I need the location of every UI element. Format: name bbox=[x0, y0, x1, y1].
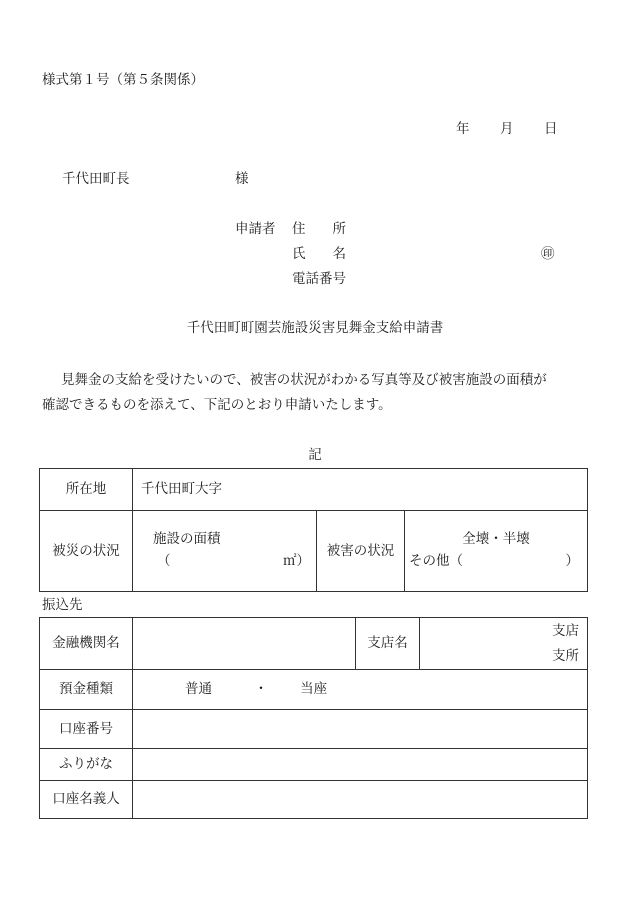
situation-label: 被災の状況 bbox=[40, 511, 133, 592]
branch-suffix-shisho: 支所 bbox=[552, 647, 579, 664]
location-label: 所在地 bbox=[40, 469, 133, 511]
area-field bbox=[133, 553, 316, 571]
area-cell[interactable] bbox=[133, 511, 317, 592]
branch-label: 支店名 bbox=[356, 618, 420, 670]
addressee-name: 千代田町長 bbox=[62, 171, 130, 187]
damage-close-paren: ） bbox=[565, 552, 579, 569]
furigana-label: ふりがな bbox=[40, 749, 133, 781]
applicant-name-label: 氏 名 bbox=[292, 246, 346, 262]
date-month-label: 月 bbox=[500, 121, 514, 137]
applicant-phone-label: 電話番号 bbox=[292, 271, 346, 287]
area-unit: ㎡） bbox=[283, 552, 310, 569]
account-type-value[interactable] bbox=[133, 670, 588, 710]
account-type-touza[interactable]: 当座 bbox=[300, 681, 328, 698]
body-line-2: 確認できるものを添えて、下記のとおり申請いたします。 bbox=[42, 397, 392, 413]
furigana-value[interactable] bbox=[133, 749, 588, 781]
date-day-label: 日 bbox=[544, 121, 558, 137]
account-holder-label: 口座名義人 bbox=[40, 781, 133, 819]
addressee-honorific: 様 bbox=[235, 171, 249, 187]
area-open-paren: （ bbox=[157, 552, 171, 569]
account-type-separator: ・ bbox=[254, 681, 268, 698]
account-holder-value[interactable] bbox=[133, 781, 588, 819]
branch-suffix-shiten: 支店 bbox=[552, 623, 579, 640]
bank-name-label: 金融機関名 bbox=[40, 618, 133, 670]
damage-options: 全壊・半壊 bbox=[462, 531, 530, 548]
date-year-label: 年 bbox=[456, 121, 470, 137]
form-number: 様式第１号（第５条関係） bbox=[42, 72, 204, 88]
transfer-label: 振込先 bbox=[42, 597, 83, 613]
applicant-address-label: 住 所 bbox=[292, 221, 346, 237]
damage-other-label: その他（ bbox=[409, 552, 463, 569]
account-type-futsu[interactable]: 普通 bbox=[185, 681, 212, 698]
ki-heading: 記 bbox=[308, 447, 322, 463]
location-value[interactable]: 千代田町大字 bbox=[133, 469, 588, 511]
account-number-label: 口座番号 bbox=[40, 710, 133, 749]
applicant-label: 申請者 bbox=[235, 221, 276, 237]
body-line-1: 見舞金の支給を受けたいので、被害の状況がわかる写真等及び被害施設の面積が bbox=[61, 372, 547, 388]
bank-table bbox=[39, 617, 588, 819]
bank-name-value[interactable] bbox=[133, 618, 356, 670]
damage-label: 被害の状況 bbox=[317, 511, 405, 592]
account-type-label: 預金種類 bbox=[40, 670, 133, 710]
branch-value[interactable] bbox=[420, 618, 588, 670]
disaster-table bbox=[39, 468, 588, 592]
area-label: 施設の面積 bbox=[153, 531, 221, 548]
account-number-value[interactable] bbox=[133, 710, 588, 749]
damage-cell[interactable] bbox=[405, 511, 588, 592]
seal-mark: ㊞ bbox=[541, 246, 555, 262]
document-title: 千代田町町園芸施設災害見舞金支給申請書 bbox=[186, 320, 444, 336]
damage-other-field bbox=[405, 553, 587, 571]
